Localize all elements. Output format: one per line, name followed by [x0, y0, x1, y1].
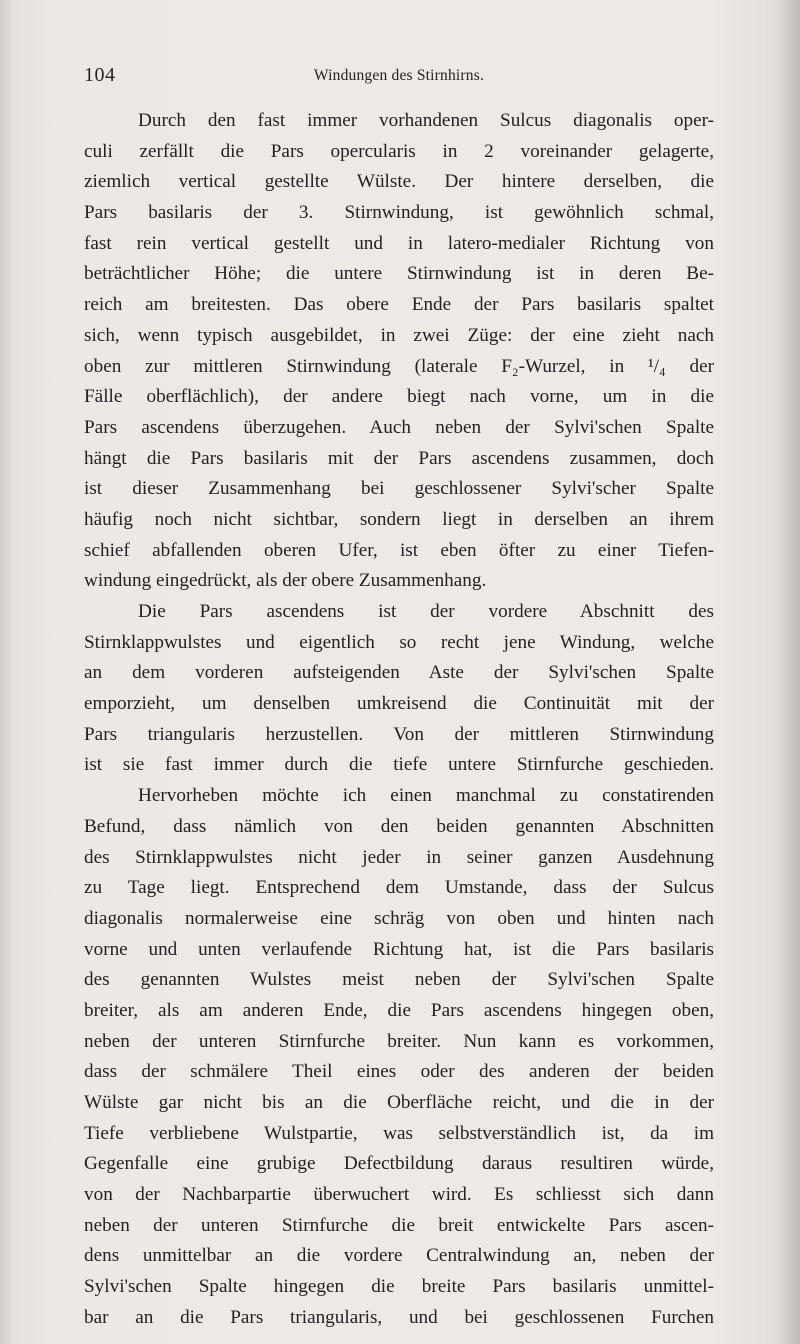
text-line: dens unmittelbar an die vordere Centralwindung an, neben der — [84, 1245, 714, 1267]
text-line: neben der unteren Stirnfurche breiter. Nun kann es vorkommen, — [84, 1030, 714, 1052]
text-line: culi zerfällt die Pars opercularis in 2 voreinander gelagerte, — [84, 140, 714, 162]
text-line: Tiefe verbliebene Wulstpartie, was selbstverständlich ist, da im — [84, 1122, 714, 1144]
text-line: ist sie fast immer durch die tiefe untere Stirnfurche geschieden. — [84, 754, 714, 776]
text-line: ist dieser Zusammenhang bei geschlossener Sylvi'scher Spalte — [84, 478, 714, 500]
text-line: häufig noch nicht sichtbar, sondern liegt in derselben an ihrem — [84, 508, 714, 530]
text-line: dass der schmälere Theil eines oder des anderen der beiden — [84, 1061, 714, 1083]
text-line: windung eingedrückt, als der obere Zusammenhang. — [84, 570, 487, 592]
text-line: emporzieht, um denselben umkreisend die Continuität mit der — [84, 693, 714, 715]
text-line: Hervorheben möchte ich einen manchmal zu constatirenden — [138, 785, 714, 807]
text-line: fast rein vertical gestellt und in latero-medialer Richtung von — [84, 232, 714, 254]
text-line: beträchtlicher Höhe; die untere Stirnwindung ist in deren Be- — [84, 263, 714, 285]
text-line: diagonalis normalerweise eine schräg von oben und hinten nach — [84, 907, 714, 929]
text-line: breiter, als am anderen Ende, die Pars ascendens hingegen oben, — [84, 999, 714, 1021]
text-line: Befund, dass nämlich von den beiden genannten Abschnitten — [84, 815, 714, 837]
text-line: an dem vorderen aufsteigenden Aste der Sylvi'schen Spalte — [84, 662, 714, 684]
text-line: Pars basilaris der 3. Stirnwindung, ist gewöhnlich schmal, — [84, 202, 714, 224]
text-line: Stirnklappwulstes und eigentlich so recht jene Windung, welche — [84, 631, 714, 653]
text-line: vorne und unten verlaufende Richtung hat, ist die Pars basilaris — [84, 938, 714, 960]
text-line: von der Nachbarpartie überwuchert wird. Es schliesst sich dann — [84, 1184, 714, 1206]
body-text — [84, 106, 714, 1334]
text-line: Die Pars ascendens ist der vordere Abschnitt des — [138, 601, 714, 622]
text-line: zu Tage liegt. Entsprechend dem Umstande, dass der Sulcus — [84, 877, 714, 899]
text-line: des genannten Wulstes meist neben der Sylvi'schen Spalte — [84, 969, 714, 991]
text-line: Gegenfalle eine grubige Defectbildung daraus resultiren würde, — [84, 1153, 714, 1175]
text-line: schief abfallenden oberen Ufer, ist eben öfter zu einer Tiefen- — [84, 539, 714, 561]
text-line: sich, wenn typisch ausgebildet, in zwei Züge: der eine zieht nach — [84, 324, 714, 346]
text-line: des Stirnklappwulstes nicht jeder in seiner ganzen Ausdehnung — [84, 846, 714, 868]
text-line: ziemlich vertical gestellte Wülste. Der hintere derselben, die — [84, 171, 714, 193]
text-line: bar an die Pars triangularis, und bei geschlossenen Furchen — [84, 1306, 714, 1328]
text-line: Pars triangularis herzustellen. Von der mittleren Stirnwindung — [84, 723, 714, 745]
text-line: oben zur mittleren Stirnwindung (laterale F₂-Wurzel, in ¹/₄ der — [84, 355, 714, 377]
text-line: Fälle oberflächlich), der andere biegt nach vorne, um in die — [84, 386, 714, 408]
text-line: hängt die Pars basilaris mit der Pars ascendens zusammen, doch — [84, 447, 714, 469]
page-number: 104 — [84, 64, 116, 86]
running-title: Windungen des Stirnhirns. — [313, 67, 485, 84]
text-line: Pars ascendens überzugehen. Auch neben der Sylvi'schen Spalte — [84, 416, 714, 438]
text-line: Durch den fast immer vorhandenen Sulcus diagonalis oper- — [138, 110, 714, 131]
text-line: Wülste gar nicht bis an die Oberfläche reicht, und die in der — [84, 1092, 714, 1113]
text-line: Sylvi'schen Spalte hingegen die breite Pars basilaris unmittel- — [84, 1276, 714, 1298]
text-line: neben der unteren Stirnfurche die breit entwickelte Pars ascen- — [84, 1214, 714, 1236]
text-line: reich am breitesten. Das obere Ende der Pars basilaris spaltet — [84, 294, 714, 316]
page-header — [84, 64, 714, 94]
